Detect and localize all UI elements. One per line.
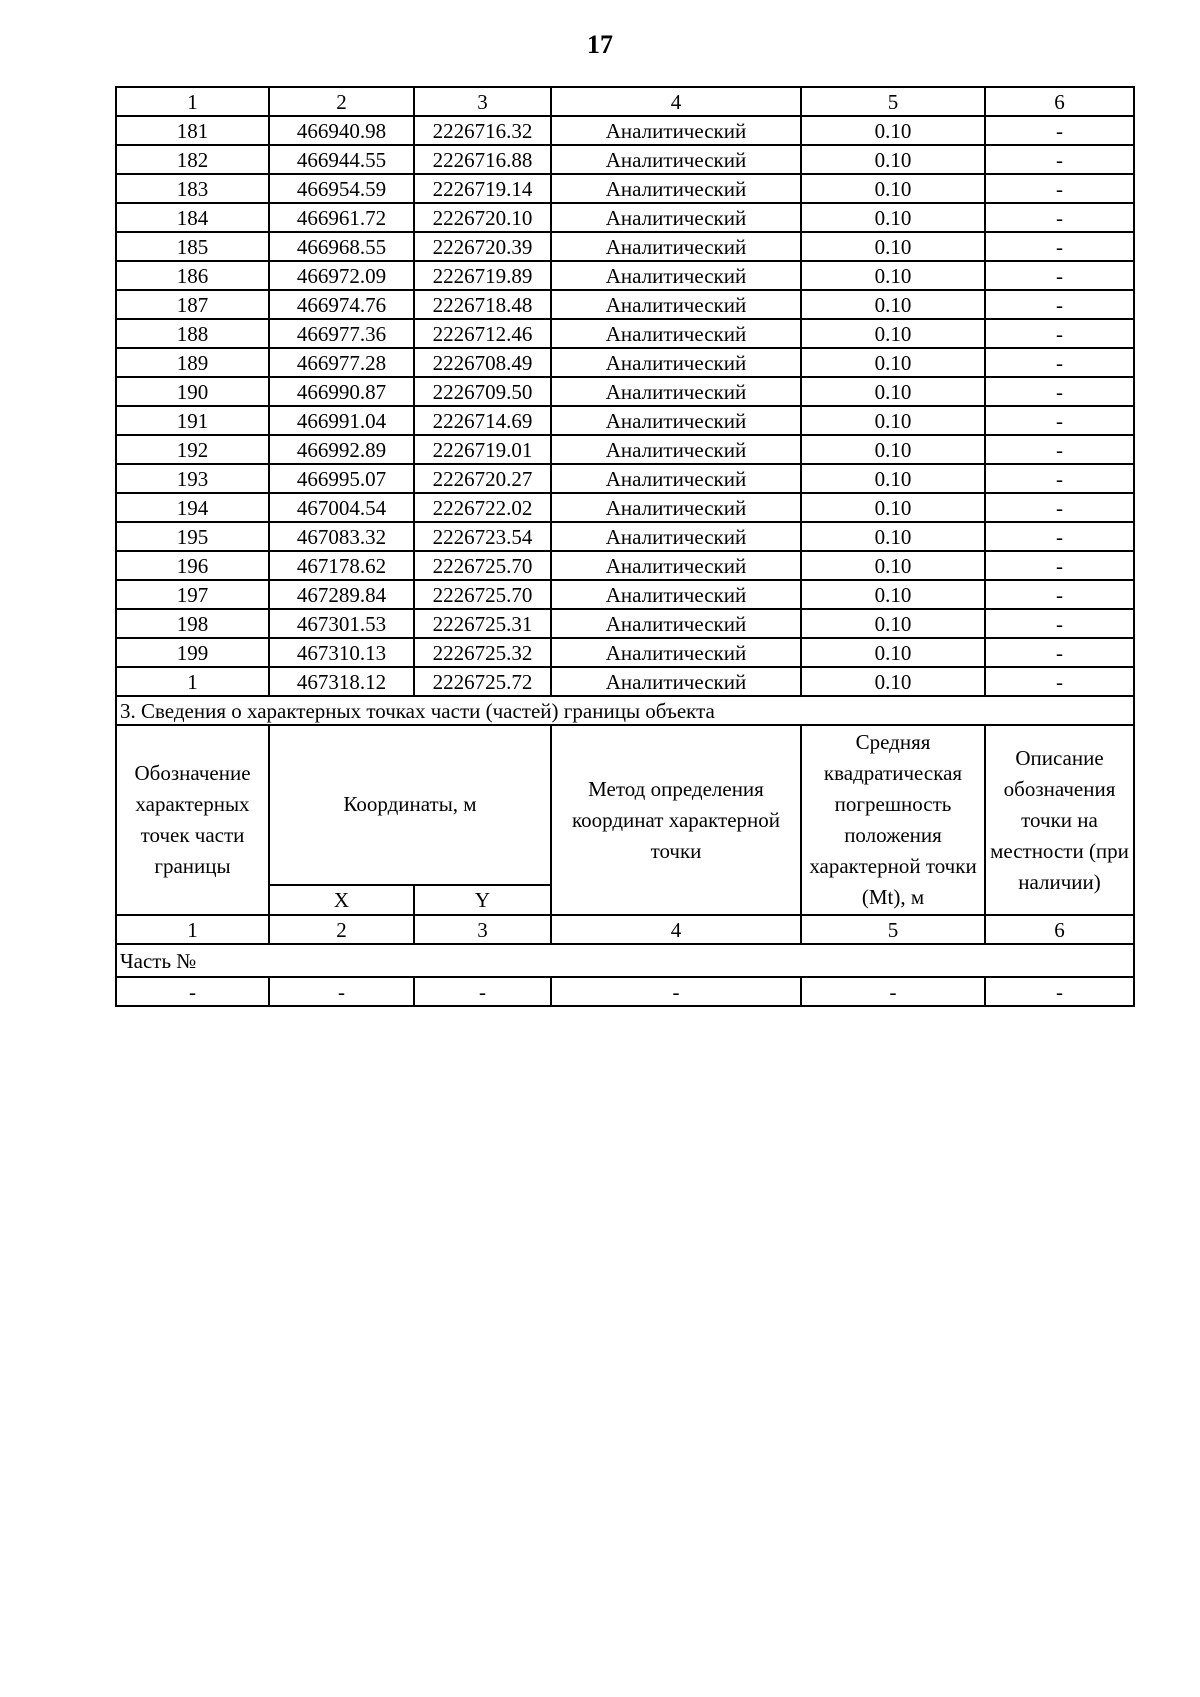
x-coordinate-cell: 466940.98	[269, 116, 414, 145]
x-coordinate-cell: 467301.53	[269, 609, 414, 638]
method-cell: Аналитический	[551, 609, 801, 638]
point-number-cell: 192	[116, 435, 269, 464]
y-coordinate-cell: 2226719.01	[414, 435, 551, 464]
description-cell: -	[985, 348, 1134, 377]
method-cell: Аналитический	[551, 145, 801, 174]
point-number-cell: 198	[116, 609, 269, 638]
table-row	[116, 464, 1134, 493]
method-cell: Аналитический	[551, 667, 801, 696]
column-number-row	[116, 87, 1134, 116]
empty-cell: -	[414, 977, 551, 1006]
y-coordinate-cell: 2226725.31	[414, 609, 551, 638]
table-row	[116, 319, 1134, 348]
point-number-cell: 188	[116, 319, 269, 348]
point-number-cell: 181	[116, 116, 269, 145]
method-cell: Аналитический	[551, 580, 801, 609]
point-number-cell: 195	[116, 522, 269, 551]
table-row	[116, 203, 1134, 232]
x-coordinate-cell: 466990.87	[269, 377, 414, 406]
x-coordinate-cell: 466991.04	[269, 406, 414, 435]
x-coordinate-cell: 466954.59	[269, 174, 414, 203]
table-row	[116, 174, 1134, 203]
header-description: Описание обозначения точки на местности (при наличии)	[985, 725, 1134, 915]
section3-title-row	[116, 696, 1134, 725]
x-coordinate-cell: 466944.55	[269, 145, 414, 174]
error-cell: 0.10	[801, 145, 985, 174]
error-cell: 0.10	[801, 609, 985, 638]
column-number: 2	[269, 87, 414, 116]
y-coordinate-cell: 2226720.39	[414, 232, 551, 261]
error-cell: 0.10	[801, 522, 985, 551]
header-error: Средняя квадратическая погрешность положения характерной точки (Mt), м	[801, 725, 985, 915]
point-number-cell: 190	[116, 377, 269, 406]
header-y: Y	[414, 885, 551, 915]
column-number: 6	[985, 87, 1134, 116]
empty-cell: -	[801, 977, 985, 1006]
error-cell: 0.10	[801, 406, 985, 435]
method-cell: Аналитический	[551, 232, 801, 261]
point-number-cell: 194	[116, 493, 269, 522]
x-coordinate-cell: 466977.28	[269, 348, 414, 377]
method-cell: Аналитический	[551, 551, 801, 580]
point-number-cell: 1	[116, 667, 269, 696]
y-coordinate-cell: 2226720.27	[414, 464, 551, 493]
table-row	[116, 232, 1134, 261]
table-row	[116, 667, 1134, 696]
method-cell: Аналитический	[551, 522, 801, 551]
table-row	[116, 522, 1134, 551]
part-empty-row	[116, 977, 1134, 1006]
column-number: 5	[801, 915, 985, 944]
y-coordinate-cell: 2226723.54	[414, 522, 551, 551]
method-cell: Аналитический	[551, 116, 801, 145]
x-coordinate-cell: 466977.36	[269, 319, 414, 348]
y-coordinate-cell: 2226725.70	[414, 551, 551, 580]
empty-cell: -	[269, 977, 414, 1006]
y-coordinate-cell: 2226725.32	[414, 638, 551, 667]
header-method: Метод определения координат характерной точки	[551, 725, 801, 915]
y-coordinate-cell: 2226709.50	[414, 377, 551, 406]
table-row	[116, 377, 1134, 406]
table-row	[116, 116, 1134, 145]
method-cell: Аналитический	[551, 290, 801, 319]
part-label-row	[116, 944, 1134, 977]
description-cell: -	[985, 522, 1134, 551]
description-cell: -	[985, 232, 1134, 261]
x-coordinate-cell: 466968.55	[269, 232, 414, 261]
section3-title: 3. Сведения о характерных точках части (частей) границы объекта	[116, 696, 1134, 725]
description-cell: -	[985, 203, 1134, 232]
x-coordinate-cell: 466995.07	[269, 464, 414, 493]
description-cell: -	[985, 580, 1134, 609]
error-cell: 0.10	[801, 638, 985, 667]
description-cell: -	[985, 667, 1134, 696]
x-coordinate-cell: 467178.62	[269, 551, 414, 580]
method-cell: Аналитический	[551, 348, 801, 377]
x-coordinate-cell: 466961.72	[269, 203, 414, 232]
description-cell: -	[985, 406, 1134, 435]
column-number: 4	[551, 87, 801, 116]
page-number: 17	[587, 30, 613, 59]
empty-cell: -	[551, 977, 801, 1006]
point-number-cell: 182	[116, 145, 269, 174]
description-cell: -	[985, 551, 1134, 580]
table-row	[116, 261, 1134, 290]
description-cell: -	[985, 609, 1134, 638]
description-cell: -	[985, 116, 1134, 145]
x-coordinate-cell: 466972.09	[269, 261, 414, 290]
error-cell: 0.10	[801, 203, 985, 232]
method-cell: Аналитический	[551, 638, 801, 667]
y-coordinate-cell: 2226718.48	[414, 290, 551, 319]
y-coordinate-cell: 2226719.14	[414, 174, 551, 203]
table-row	[116, 580, 1134, 609]
point-number-cell: 183	[116, 174, 269, 203]
column-number: 5	[801, 87, 985, 116]
point-number-cell: 196	[116, 551, 269, 580]
empty-cell: -	[116, 977, 269, 1006]
table-row	[116, 435, 1134, 464]
y-coordinate-cell: 2226708.49	[414, 348, 551, 377]
error-cell: 0.10	[801, 319, 985, 348]
point-number-cell: 199	[116, 638, 269, 667]
column-number: 6	[985, 915, 1134, 944]
column-number: 1	[116, 87, 269, 116]
point-number-cell: 184	[116, 203, 269, 232]
method-cell: Аналитический	[551, 464, 801, 493]
description-cell: -	[985, 319, 1134, 348]
y-coordinate-cell: 2226722.02	[414, 493, 551, 522]
description-cell: -	[985, 464, 1134, 493]
y-coordinate-cell: 2226720.10	[414, 203, 551, 232]
table-row	[116, 348, 1134, 377]
error-cell: 0.10	[801, 551, 985, 580]
coordinates-table	[115, 86, 1135, 1007]
y-coordinate-cell: 2226716.88	[414, 145, 551, 174]
x-coordinate-cell: 467083.32	[269, 522, 414, 551]
description-cell: -	[985, 261, 1134, 290]
point-number-cell: 193	[116, 464, 269, 493]
point-number-cell: 185	[116, 232, 269, 261]
column-number: 4	[551, 915, 801, 944]
error-cell: 0.10	[801, 435, 985, 464]
y-coordinate-cell: 2226714.69	[414, 406, 551, 435]
column-number: 3	[414, 915, 551, 944]
method-cell: Аналитический	[551, 406, 801, 435]
method-cell: Аналитический	[551, 174, 801, 203]
x-coordinate-cell: 466992.89	[269, 435, 414, 464]
method-cell: Аналитический	[551, 203, 801, 232]
part-label: Часть №	[116, 944, 1134, 977]
y-coordinate-cell: 2226716.32	[414, 116, 551, 145]
error-cell: 0.10	[801, 261, 985, 290]
point-number-cell: 197	[116, 580, 269, 609]
description-cell: -	[985, 638, 1134, 667]
column-number: 2	[269, 915, 414, 944]
x-coordinate-cell: 467318.12	[269, 667, 414, 696]
table-row	[116, 551, 1134, 580]
point-number-cell: 189	[116, 348, 269, 377]
description-cell: -	[985, 290, 1134, 319]
error-cell: 0.10	[801, 464, 985, 493]
x-coordinate-cell: 467004.54	[269, 493, 414, 522]
point-number-cell: 187	[116, 290, 269, 319]
table-row	[116, 638, 1134, 667]
description-cell: -	[985, 435, 1134, 464]
error-cell: 0.10	[801, 667, 985, 696]
error-cell: 0.10	[801, 493, 985, 522]
y-coordinate-cell: 2226719.89	[414, 261, 551, 290]
description-cell: -	[985, 377, 1134, 406]
method-cell: Аналитический	[551, 261, 801, 290]
section3-header-row	[116, 725, 1134, 885]
header-coordinates: Координаты, м	[269, 725, 551, 885]
method-cell: Аналитический	[551, 493, 801, 522]
error-cell: 0.10	[801, 377, 985, 406]
x-coordinate-cell: 467310.13	[269, 638, 414, 667]
method-cell: Аналитический	[551, 435, 801, 464]
description-cell: -	[985, 493, 1134, 522]
header-x: X	[269, 885, 414, 915]
section3-column-number-row	[116, 915, 1134, 944]
error-cell: 0.10	[801, 174, 985, 203]
table-row	[116, 609, 1134, 638]
x-coordinate-cell: 466974.76	[269, 290, 414, 319]
header-designation: Обозначение характерных точек части границы	[116, 725, 269, 915]
description-cell: -	[985, 174, 1134, 203]
description-cell: -	[985, 145, 1134, 174]
y-coordinate-cell: 2226725.70	[414, 580, 551, 609]
point-number-cell: 191	[116, 406, 269, 435]
point-number-cell: 186	[116, 261, 269, 290]
y-coordinate-cell: 2226725.72	[414, 667, 551, 696]
x-coordinate-cell: 467289.84	[269, 580, 414, 609]
error-cell: 0.10	[801, 580, 985, 609]
table-row	[116, 145, 1134, 174]
error-cell: 0.10	[801, 232, 985, 261]
method-cell: Аналитический	[551, 319, 801, 348]
column-number: 3	[414, 87, 551, 116]
table-row	[116, 290, 1134, 319]
column-number: 1	[116, 915, 269, 944]
error-cell: 0.10	[801, 116, 985, 145]
y-coordinate-cell: 2226712.46	[414, 319, 551, 348]
error-cell: 0.10	[801, 290, 985, 319]
table-row	[116, 493, 1134, 522]
error-cell: 0.10	[801, 348, 985, 377]
empty-cell: -	[985, 977, 1134, 1006]
method-cell: Аналитический	[551, 377, 801, 406]
table-row	[116, 406, 1134, 435]
